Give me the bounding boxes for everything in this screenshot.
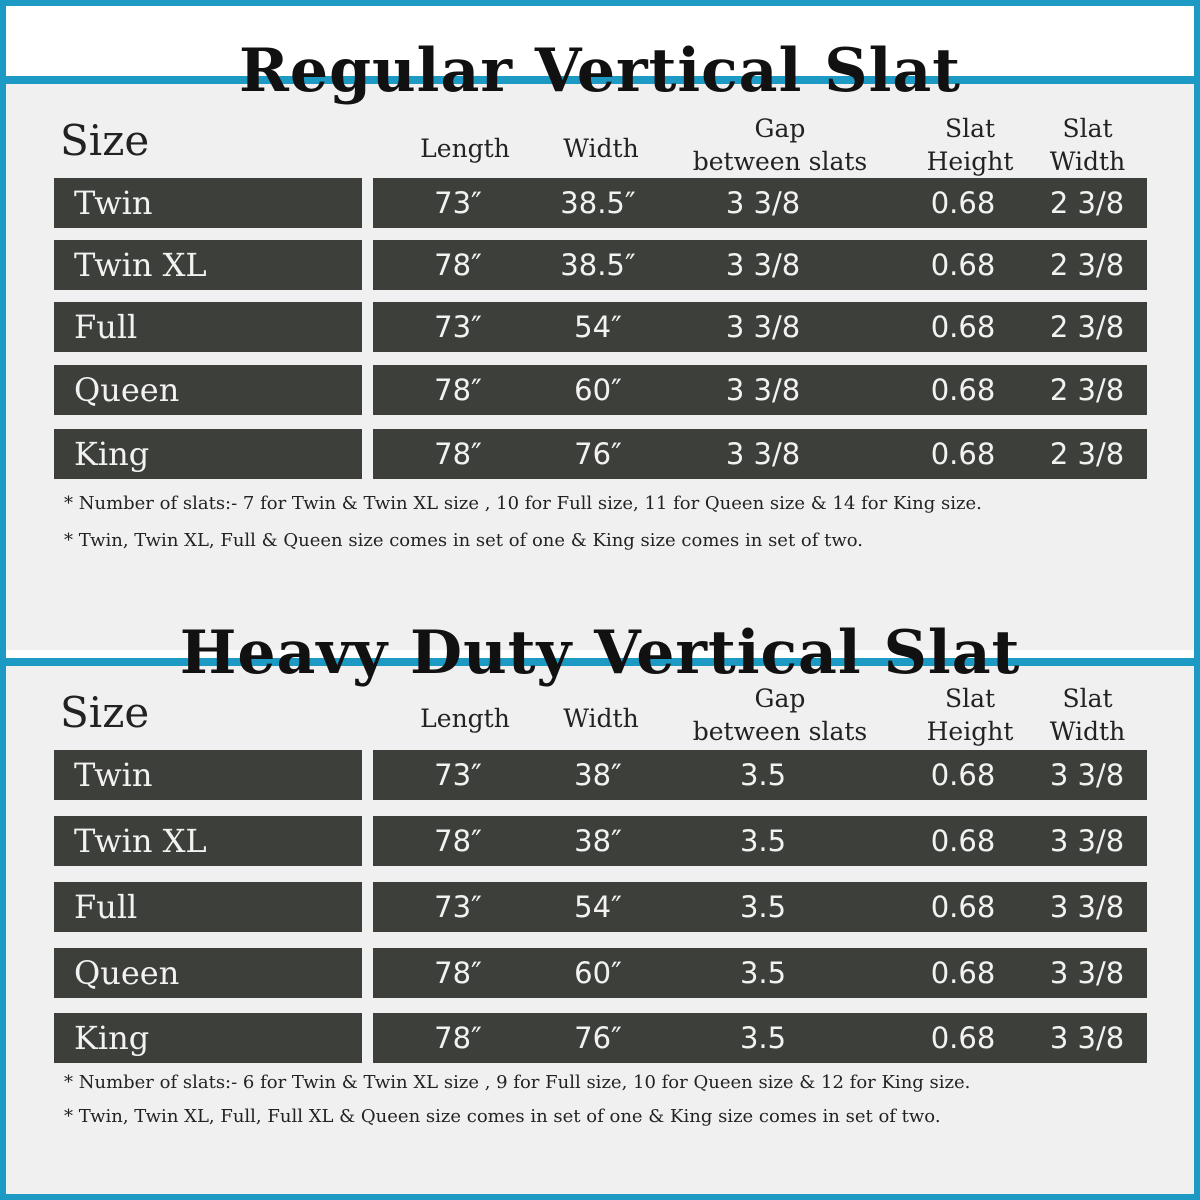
regular-cell-slat-width: 2 3/8 — [1049, 248, 1125, 282]
regular-row-values — [373, 302, 1147, 352]
regular-row-size-label: Twin — [54, 178, 362, 228]
heavy-cell-slat-width: 3 3/8 — [1049, 758, 1125, 792]
regular-header-height-line2: Height — [926, 147, 1014, 176]
heavy-cell-slat-width: 3 3/8 — [1049, 956, 1125, 990]
regular-cell-height: 0.68 — [930, 373, 996, 407]
regular-note-sets: * Twin, Twin XL, Full & Queen size comes in set of one & King size comes in set of two. — [64, 530, 864, 551]
table-row — [0, 816, 1200, 866]
heavy-cell-slat-width: 3 3/8 — [1049, 1021, 1125, 1055]
regular-cell-slat-width: 2 3/8 — [1049, 310, 1125, 344]
regular-cell-length: 73″ — [434, 186, 482, 220]
regular-header-slat-width-line2: Width — [1049, 147, 1126, 176]
heavy-duty-slat-title: Heavy Duty Vertical Slat — [179, 618, 1021, 688]
heavy-note-slat-count: * Number of slats:- 6 for Twin & Twin XL size , 9 for Full size, 10 for Queen size & 12 for King size. — [64, 1072, 971, 1093]
regular-cell-length: 78″ — [434, 248, 482, 282]
heavy-cell-width: 38″ — [574, 824, 622, 858]
regular-header-gap-line2: between slats — [692, 147, 868, 176]
heavy-cell-length: 73″ — [434, 758, 482, 792]
regular-cell-length: 73″ — [434, 310, 482, 344]
heavy-header-slat-width-line1: Slat — [1062, 684, 1113, 713]
regular-cell-height: 0.68 — [930, 437, 996, 471]
heavy-cell-height: 0.68 — [930, 824, 996, 858]
regular-cell-slat-width: 2 3/8 — [1049, 373, 1125, 407]
heavy-row-values — [373, 948, 1147, 998]
heavy-note-sets: * Twin, Twin XL, Full, Full XL & Queen size comes in set of one & King size comes in set of two. — [64, 1106, 941, 1127]
heavy-cell-width: 38″ — [574, 758, 622, 792]
regular-cell-slat-width: 2 3/8 — [1049, 437, 1125, 471]
heavy-header-gap — [680, 682, 880, 748]
heavy-cell-gap: 3.5 — [739, 824, 787, 858]
regular-cell-width: 54″ — [574, 310, 622, 344]
heavy-cell-length: 78″ — [434, 956, 482, 990]
heavy-row-values — [373, 1013, 1147, 1063]
heavy-header-width: Width — [563, 704, 639, 733]
table-row — [0, 429, 1200, 479]
heavy-cell-gap: 3.5 — [739, 758, 787, 792]
regular-row-size-label: King — [54, 429, 362, 479]
regular-cell-gap: 3 3/8 — [725, 373, 801, 407]
heavy-cell-length: 73″ — [434, 890, 482, 924]
regular-header-height-line1: Slat — [944, 114, 996, 143]
regular-row-size-label: Twin XL — [54, 240, 362, 290]
regular-cell-gap: 3 3/8 — [725, 248, 801, 282]
heavy-cell-length: 78″ — [434, 1021, 482, 1055]
heavy-cell-height: 0.68 — [930, 890, 996, 924]
heavy-row-size-label: Full — [54, 882, 362, 932]
regular-cell-length: 78″ — [434, 373, 482, 407]
heavy-row-values — [373, 882, 1147, 932]
table-row — [0, 302, 1200, 352]
heavy-cell-width: 76″ — [574, 1021, 622, 1055]
regular-cell-gap: 3 3/8 — [725, 186, 801, 220]
regular-header-slat-height — [915, 112, 1025, 178]
heavy-cell-gap: 3.5 — [739, 1021, 787, 1055]
heavy-cell-height: 0.68 — [930, 1021, 996, 1055]
regular-note-slat-count: * Number of slats:- 7 for Twin & Twin XL size , 10 for Full size, 11 for Queen size & 14 for King size. — [64, 493, 982, 514]
heavy-cell-slat-width: 3 3/8 — [1049, 890, 1125, 924]
regular-cell-width: 60″ — [574, 373, 622, 407]
heavy-header-height-line2: Height — [926, 717, 1014, 746]
table-row — [0, 178, 1200, 228]
regular-cell-width: 38.5″ — [560, 186, 636, 220]
heavy-row-size-label: Queen — [54, 948, 362, 998]
regular-header-length: Length — [420, 134, 510, 163]
regular-cell-slat-width: 2 3/8 — [1049, 186, 1125, 220]
regular-cell-height: 0.68 — [930, 310, 996, 344]
regular-slat-title: Regular Vertical Slat — [239, 36, 961, 106]
heavy-row-values — [373, 816, 1147, 866]
regular-row-values — [373, 429, 1147, 479]
table-row — [0, 1013, 1200, 1063]
regular-header-slat-width — [1035, 112, 1140, 178]
regular-cell-gap: 3 3/8 — [725, 310, 801, 344]
heavy-row-values — [373, 750, 1147, 800]
regular-cell-width: 38.5″ — [560, 248, 636, 282]
heavy-header-gap-line1: Gap — [754, 684, 806, 713]
heavy-cell-gap: 3.5 — [739, 890, 787, 924]
heavy-row-size-label: Twin XL — [54, 816, 362, 866]
table-row — [0, 365, 1200, 415]
heavy-cell-gap: 3.5 — [739, 956, 787, 990]
regular-header-gap — [680, 112, 880, 178]
heavy-header-gap-line2: between slats — [692, 717, 868, 746]
regular-row-size-label: Full — [54, 302, 362, 352]
regular-header-width: Width — [563, 134, 639, 163]
heavy-cell-width: 54″ — [574, 890, 622, 924]
heavy-header-height-line1: Slat — [944, 684, 996, 713]
regular-cell-gap: 3 3/8 — [725, 437, 801, 471]
heavy-header-size: Size — [60, 688, 150, 737]
heavy-header-slat-width — [1035, 682, 1140, 748]
heavy-cell-length: 78″ — [434, 824, 482, 858]
heavy-row-size-label: Twin — [54, 750, 362, 800]
regular-cell-width: 76″ — [574, 437, 622, 471]
regular-cell-length: 78″ — [434, 437, 482, 471]
regular-header-size: Size — [60, 116, 150, 165]
regular-cell-height: 0.68 — [930, 248, 996, 282]
heavy-cell-height: 0.68 — [930, 758, 996, 792]
regular-header-slat-width-line1: Slat — [1062, 114, 1113, 143]
regular-row-values — [373, 178, 1147, 228]
regular-header-gap-line1: Gap — [754, 114, 806, 143]
regular-row-size-label: Queen — [54, 365, 362, 415]
heavy-cell-slat-width: 3 3/8 — [1049, 824, 1125, 858]
table-row — [0, 750, 1200, 800]
heavy-header-length: Length — [420, 704, 510, 733]
regular-row-values — [373, 240, 1147, 290]
regular-row-values — [373, 365, 1147, 415]
table-row — [0, 240, 1200, 290]
heavy-row-size-label: King — [54, 1013, 362, 1063]
regular-cell-height: 0.68 — [930, 186, 996, 220]
table-row — [0, 948, 1200, 998]
heavy-cell-height: 0.68 — [930, 956, 996, 990]
table-row — [0, 882, 1200, 932]
heavy-header-slat-width-line2: Width — [1049, 717, 1126, 746]
heavy-header-slat-height — [915, 682, 1025, 748]
heavy-cell-width: 60″ — [574, 956, 622, 990]
